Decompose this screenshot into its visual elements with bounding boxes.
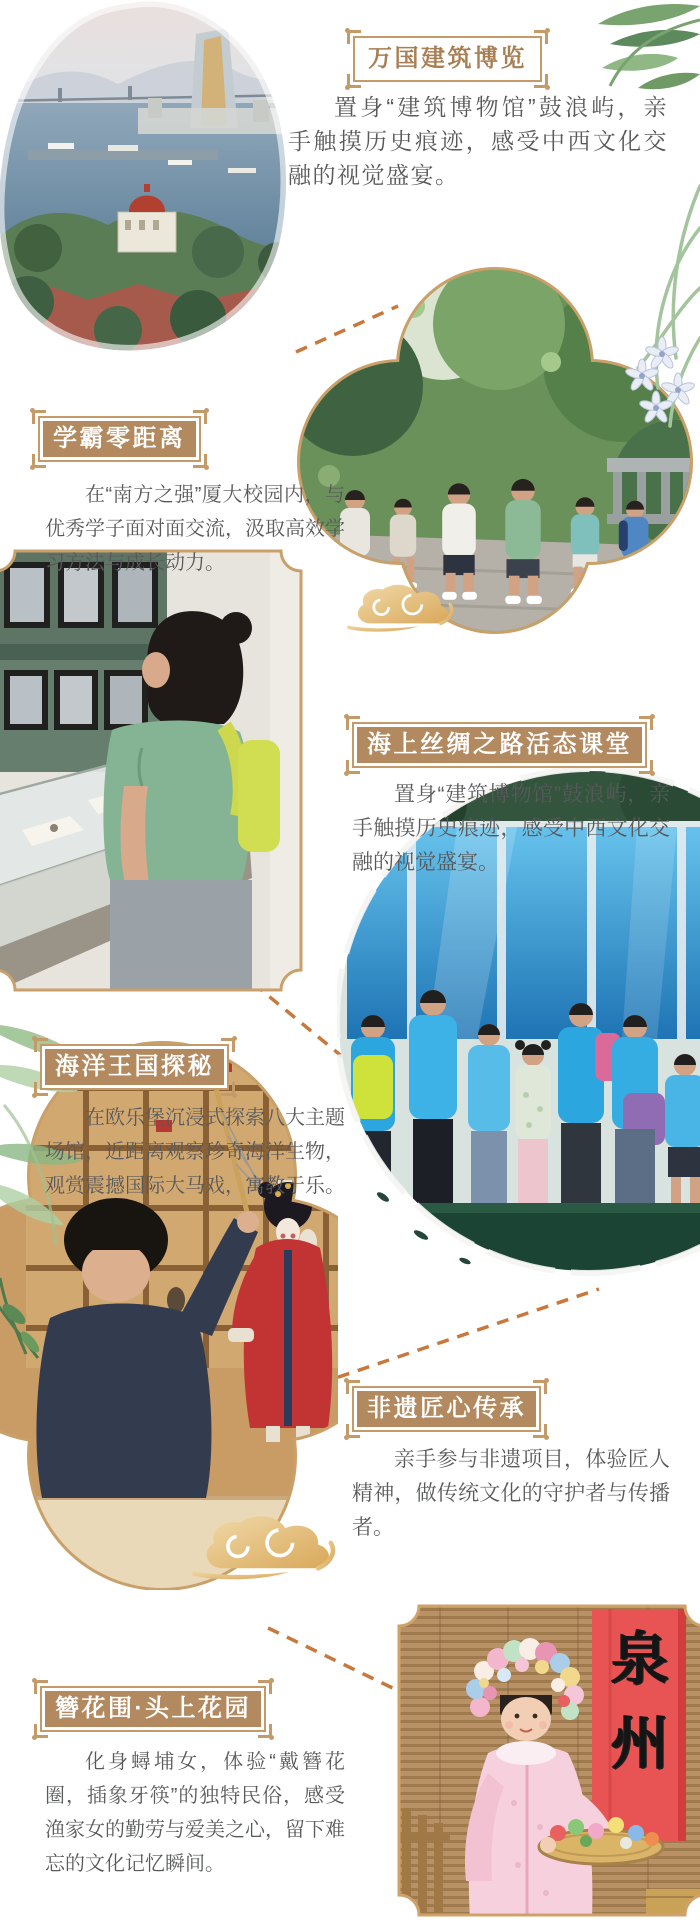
section-body-flower-crown: 化身蟳埔女，体验“戴簪花圈，插象牙筷”的独特民俗，感受渔家女的勤劳与爱美之心，留下难忘的文化记忆瞬间。 <box>45 1751 345 1875</box>
section-body-world-architecture: 置身“建筑博物馆”鼓浪屿，亲手触摸历史痕迹，感受中西文化交融的视觉盛宴。 <box>288 94 668 188</box>
quanzhou-banner-calligraphy: 泉州 <box>602 1628 667 1796</box>
museum-exhibit-photo <box>0 548 304 993</box>
section-title: 簪花围·头上花园 <box>45 1691 261 1727</box>
section-title: 海洋王国探秘 <box>45 1049 224 1085</box>
section-title: 万国建筑博览 <box>358 41 537 77</box>
section-badge-ocean-kingdom <box>40 1044 229 1090</box>
section-badge-silk-road <box>352 722 647 768</box>
section-title: 非遗匠心传承 <box>357 1391 536 1427</box>
gulangyu-harbor-photo <box>0 0 298 352</box>
section-title: 学霸零距离 <box>43 421 196 457</box>
section-body-top-students: 在“南方之强”厦大校园内，与优秀学子面对面交流，汲取高效学习方法与成长动力。 <box>45 484 345 574</box>
gold-cloud-motif <box>342 580 457 633</box>
section-badge-world-architecture <box>353 36 542 82</box>
section-badge-top-students <box>38 416 201 462</box>
section-body-silk-road: 置身“建筑博物馆”鼓浪屿，亲手触摸历史痕迹，感受中西文化交融的视觉盛宴。 <box>352 783 670 874</box>
section-badge-flower-crown <box>40 1686 266 1732</box>
section-body-heritage-craft: 亲手参与非遗项目，体验匠人精神，做传统文化的守护者与传播者。 <box>352 1448 670 1539</box>
section-body-ocean-kingdom: 在欧乐堡沉浸式探索八大主题场馆，近距离观察珍奇海洋生物，观赏震撼国际大马戏，寓教于乐。 <box>45 1107 345 1197</box>
orchid-sprig-right <box>598 178 700 430</box>
gold-cloud-motif <box>185 1510 340 1581</box>
section-title: 海上丝绸之路活态课堂 <box>357 727 642 763</box>
section-badge-heritage-craft <box>352 1386 541 1432</box>
